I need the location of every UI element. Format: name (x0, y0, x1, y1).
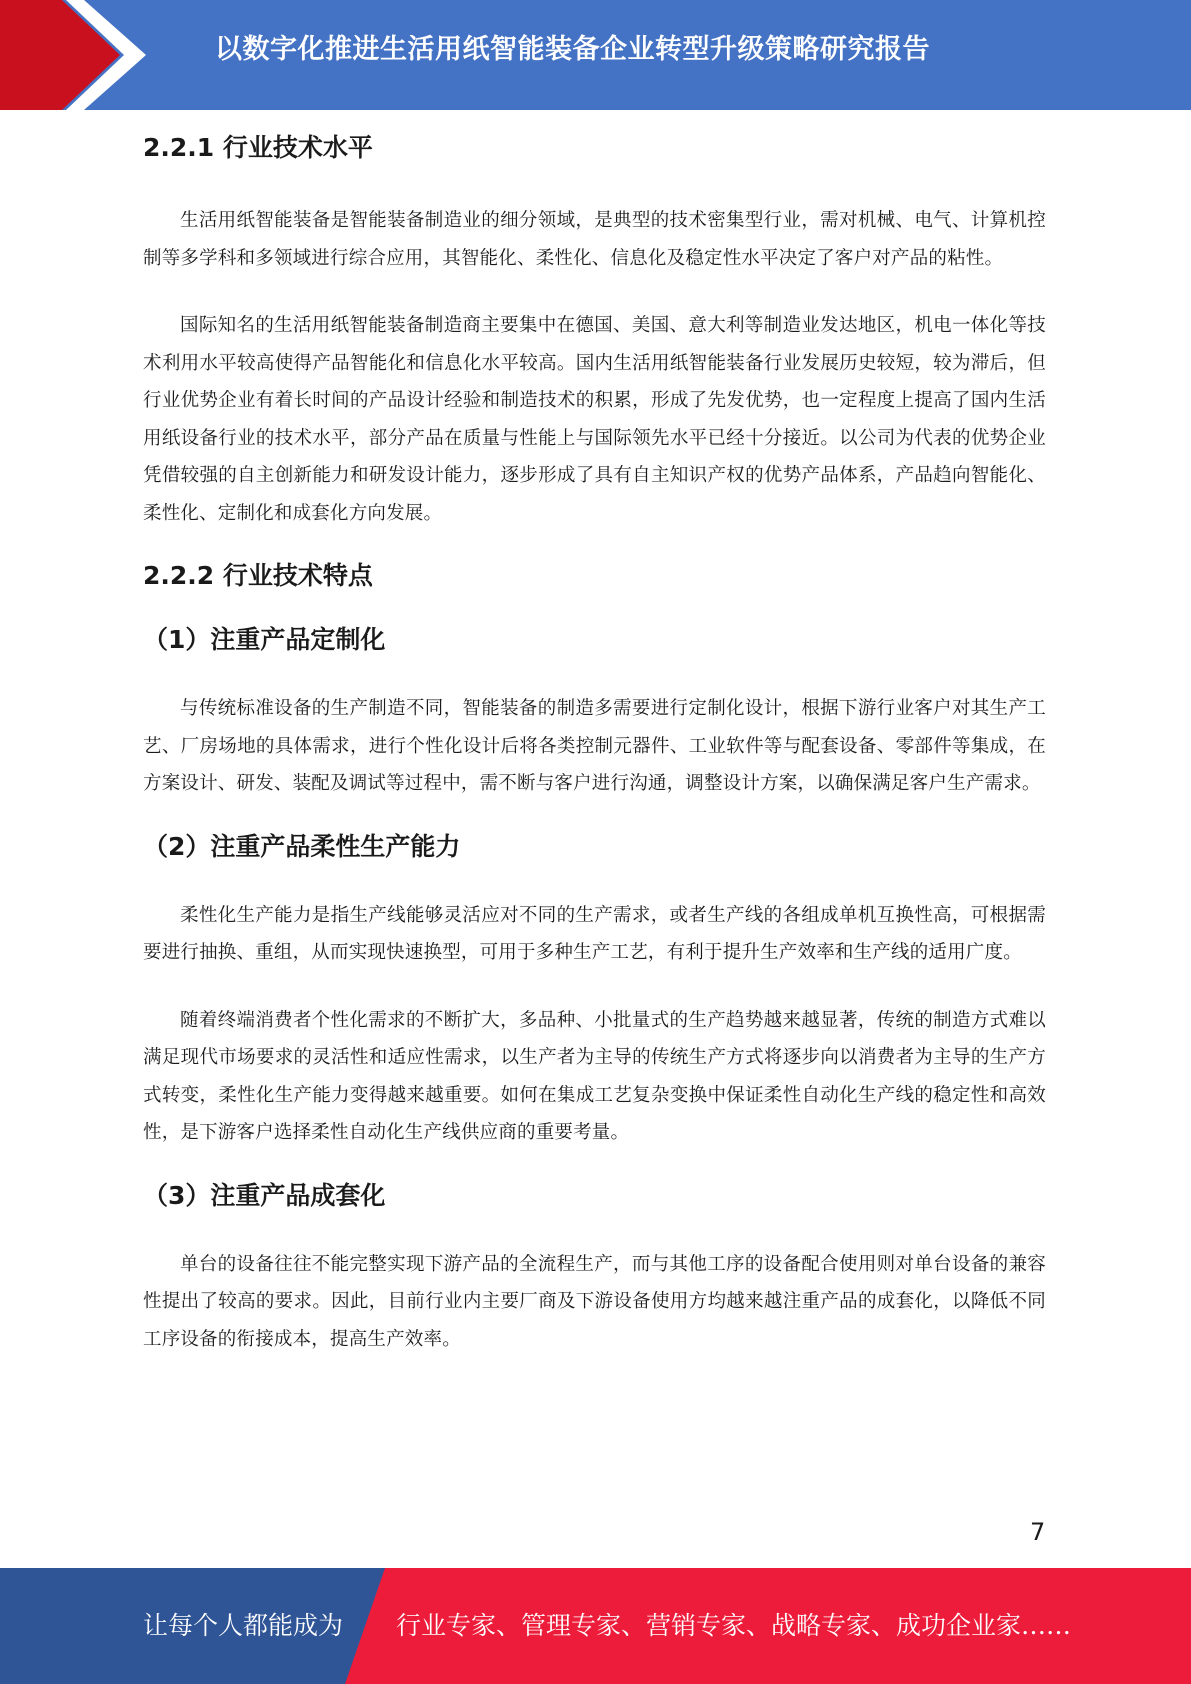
paragraph: 生活用纸智能装备是智能装备制造业的细分领域，是典型的技术密集型行业，需对机械、电气、计算机控制等多学科和多领域进行综合应用，其智能化、柔性化、信息化及稳定性水平决定了客户对产品的粘性。 (143, 210, 1046, 269)
page-footer (0, 1568, 1191, 1684)
section-heading-2-2-2: 2.2.2 行业技术特点 (143, 561, 373, 590)
paragraph: 柔性化生产能力是指生产线能够灵活应对不同的生产需求，或者生产线的各组成单机互换性高，可根据需要进行抽换、重组，从而实现快速换型，可用于多种生产工艺，有利于提升生产效率和生产线的适用广度。 (143, 904, 1046, 963)
paragraph: 与传统标准设备的生产制造不同，智能装备的制造多需要进行定制化设计，根据下游行业客户对其生产工艺、厂房场地的具体需求，进行个性化设计后将各类控制元器件、工业软件等与配套设备、零部件等集成，在方案设计、研发、装配及调试等过程中，需不断与客户进行沟通，调整设计方案，以确保满足客户生产需求。 (143, 698, 1046, 794)
subheading-flexible-production: （2）注重产品柔性生产能力 (143, 831, 461, 861)
paragraph: 国际知名的生活用纸智能装备制造商主要集中在德国、美国、意大利等制造业发达地区，机电一体化等技术利用水平较高使得产品智能化和信息化水平较高。国内生活用纸智能装备行业发展历史较短，较为滞后，但行业优势企业有着长时间的产品设计经验和制造技术的积累，形成了先发优势，也一定程度上提高了国内生活用纸设备行业的技术水平，部分产品在质量与性能上与国际领先水平已经十分接近。以公司为代表的优势企业凭借较强的自主创新能力和研发设计能力，逐步形成了具有自主知识产权的优势产品体系，产品趋向智能化、柔性化、定制化和成套化方向发展。 (143, 315, 1046, 524)
section-heading-2-2-1: 2.2.1 行业技术水平 (143, 133, 373, 162)
page-content (143, 128, 1046, 1358)
footer-slogan-left: 让每个人都能成为 (143, 1611, 344, 1640)
subheading-customization: （1）注重产品定制化 (143, 625, 386, 654)
header-arrow-decoration (0, 0, 160, 110)
subheading-complete-sets: （3）注重产品成套化 (143, 1180, 386, 1210)
footer-slogan-right: 行业专家、管理专家、营销专家、战略专家、成功企业家…… (396, 1611, 1072, 1640)
paragraph: 随着终端消费者个性化需求的不断扩大，多品种、小批量式的生产趋势越来越显著，传统的制造方式难以满足现代市场要求的灵活性和适应性需求，以生产者为主导的传统生产方式将逐步向以消费者为主导的生产方式转变，柔性化生产能力变得越来越重要。如何在集成工艺复杂变换中保证柔性自动化生产线的稳定性和高效性，是下游客户选择柔性自动化生产线供应商的重要考量。 (143, 1009, 1046, 1143)
paragraph: 单台的设备往往不能完整实现下游产品的全流程生产，而与其他工序的设备配合使用则对单台设备的兼容性提出了较高的要求。因此，目前行业内主要厂商及下游设备使用方均越来越注重产品的成套化，以降低不同工序设备的衔接成本，提高生产效率。 (143, 1253, 1046, 1350)
page-header (0, 0, 1191, 110)
page-number: 7 (1030, 1518, 1046, 1546)
report-title: 以数字化推进生活用纸智能装备企业转型升级策略研究报告 (215, 34, 930, 65)
